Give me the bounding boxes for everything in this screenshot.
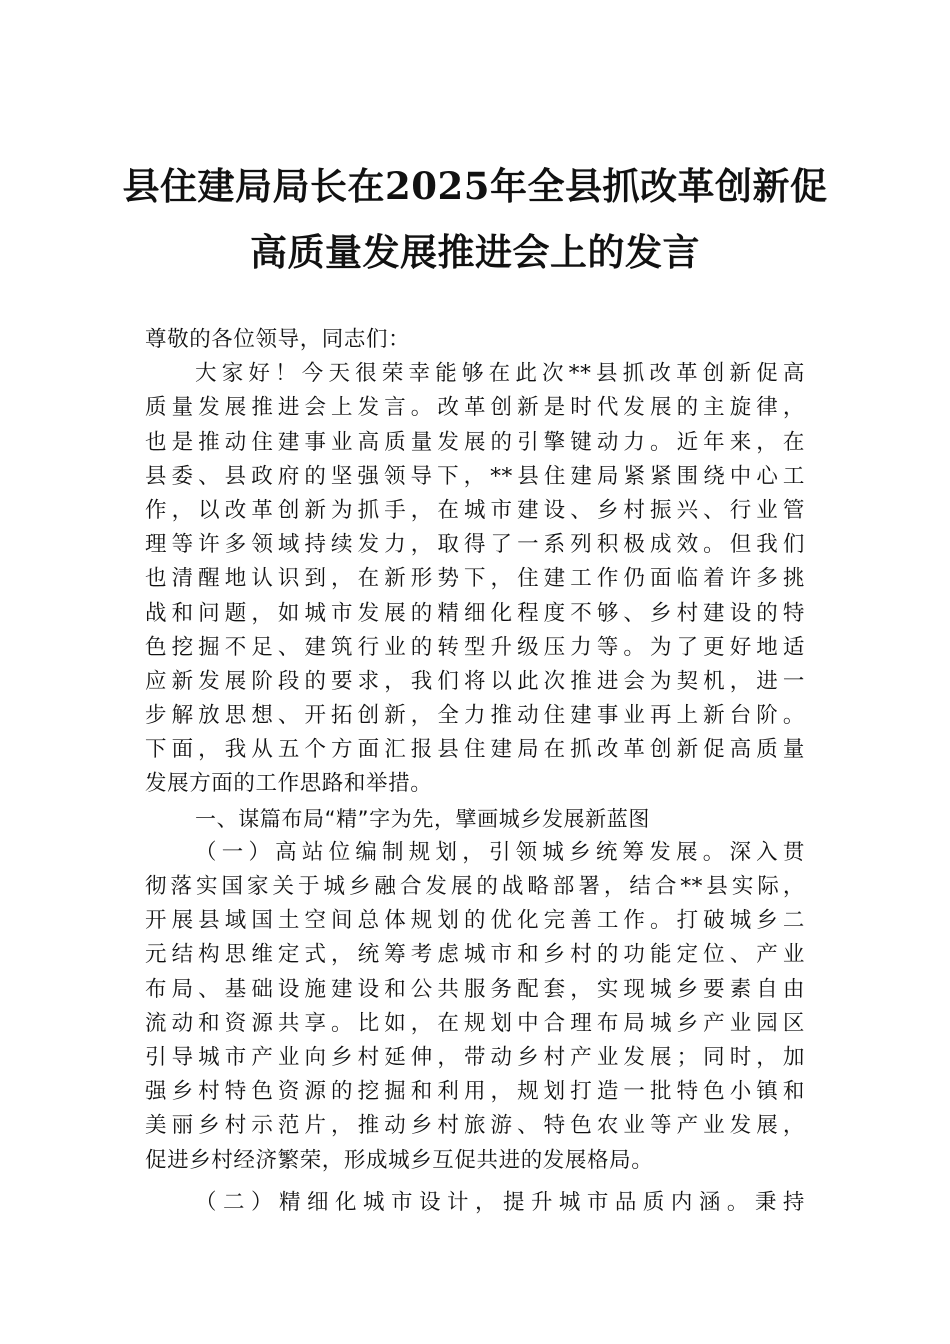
document-title-line-1: 县住建局局长在2025年全县抓改革创新促 [122,164,828,208]
intro-line: 质量发展推进会上发言。改革创新是时代发展的主旋律， [145,395,805,421]
intro-line: 应新发展阶段的要求，我们将以此次推进会为契机，进一 [145,668,805,694]
intro-line: 作，以改革创新为抓手，在城市建设、乡村振兴、行业管 [145,497,805,523]
intro-line: 战和问题，如城市发展的精细化程度不够、乡村建设的特 [145,600,805,626]
subsection-line: 强乡村特色资源的挖掘和利用，规划打造一批特色小镇和 [145,1079,805,1105]
intro-line: 步解放思想、开拓创新，全力推动住建事业再上新台阶。 [145,703,805,729]
salutation: 尊敬的各位领导，同志们： [145,327,411,352]
subsection-line: （一）高站位编制规划，引领城乡统筹发展。深入贯 [195,839,805,865]
subsection-line: 促进乡村经济繁荣，形成城乡互促共进的发展格局。 [145,1147,654,1173]
subsection-line: 布局、基础设施建设和公共服务配套，实现城乡要素自由 [145,976,805,1002]
intro-line: 大家好！今天很荣幸能够在此次**县抓改革创新促高 [195,361,805,387]
subsection-line: 元结构思维定式，统筹考虑城市和乡村的功能定位、产业 [145,942,805,968]
section-heading: 一、谋篇布局“精”字为先，擘画城乡发展新蓝图 [195,806,650,831]
intro-line: 也是推动住建事业高质量发展的引擎键动力。近年来，在 [145,429,805,455]
subsection-line: （二）精细化城市设计，提升城市品质内涵。秉持 [195,1189,805,1215]
subsection-line: 引导城市产业向乡村延伸，带动乡村产业发展；同时，加 [145,1044,805,1070]
intro-line: 也清醒地认识到，在新形势下，住建工作仍面临着许多挑 [145,566,805,592]
intro-line: 县委、县政府的坚强领导下，**县住建局紧紧围绕中心工 [145,463,805,489]
intro-line: 发展方面的工作思路和举措。 [145,771,433,797]
subsection-line: 开展县域国土空间总体规划的优化完善工作。打破城乡二 [145,908,805,934]
document-body [145,323,805,1220]
intro-line: 色挖掘不足、建筑行业的转型升级压力等。为了更好地适 [145,634,805,660]
subsection-line: 彻落实国家关于城乡融合发展的战略部署，结合**县实际， [145,874,805,899]
subsection-line: 流动和资源共享。比如，在规划中合理布局城乡产业园区 [145,1010,805,1036]
intro-line: 下面，我从五个方面汇报县住建局在抓改革创新促高质量 [145,737,805,763]
subsection-line: 美丽乡村示范片，推动乡村旅游、特色农业等产业发展， [145,1113,805,1139]
document-title-line-2: 高质量发展推进会上的发言 [250,230,700,274]
intro-line: 理等许多领域持续发力，取得了一系列积极成效。但我们 [145,532,805,558]
